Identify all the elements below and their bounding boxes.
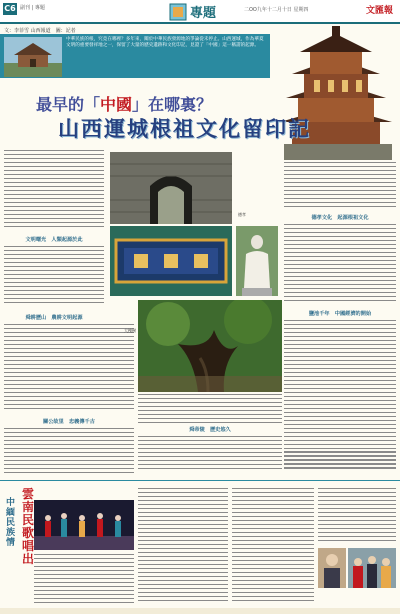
bottom-article-b: [138, 488, 228, 606]
subhead-4: 關公故里 忠義傳千古: [43, 419, 95, 425]
article-col1-d: [4, 428, 134, 476]
section-label: 副刊 | 專題: [20, 5, 45, 11]
article-mid-b: [138, 436, 282, 476]
bottom-title-blue: 中緬民族情: [6, 498, 16, 548]
tree-caption: 大槐樹: [124, 328, 136, 333]
article-col1-a: [4, 150, 104, 230]
performance-photo: [34, 500, 134, 550]
bottom-title-red: 雲南民歌唱出: [22, 487, 35, 566]
subhead-2: 德孝文化 起源根祖文化: [311, 215, 369, 221]
subhead-3: 舜耕歷山 農耕文明起源: [25, 315, 83, 321]
brand-logo: 文匯報: [366, 6, 394, 16]
footer-strip: [0, 608, 400, 614]
article-col1-c: [4, 324, 134, 414]
ancient-tree-photo: [138, 300, 282, 392]
article-right-b: [284, 224, 396, 306]
headline-question: 最早的「中國」在哪裏？: [36, 95, 213, 114]
statue-photo: [236, 226, 278, 296]
date: 二OO九年十二月十日 星期四: [244, 7, 309, 13]
byline: 文：李菲雪 山西報道 圖：記者: [4, 28, 76, 34]
bottom-article-d: [318, 488, 396, 544]
group-photo: [348, 548, 396, 588]
plaque-photo: [110, 226, 232, 296]
subhead-6: 舜帝陵 歷史悠久: [189, 427, 231, 433]
masthead-text: 專題: [190, 6, 217, 21]
temple-photo: [4, 37, 62, 77]
article-right-a: [284, 162, 396, 210]
portrait-photo: [318, 548, 346, 588]
section-divider: [0, 480, 400, 481]
city-gate-photo: [110, 152, 232, 224]
section-code: C6: [4, 4, 16, 13]
masthead: [168, 1, 236, 23]
subhead-5: 鹽池千年 中國經濟的開始: [308, 311, 372, 317]
bottom-article-c: [232, 488, 314, 606]
subhead-1: 文明曙光 人類起源於此: [25, 237, 83, 243]
headline-main: 山西運城根祖文化留印記: [58, 116, 311, 141]
seal-caption: 德孝: [238, 212, 246, 217]
intro-text: 中華民族的根，究竟在哪裡？多年來，關於中華民族發源地的爭論從未停止。山西運城，作為華夏文明的重要發祥地之一，保留了大量的歷史遺跡和文化印記，見證了「中國」這一稱謂的起源。: [66, 37, 264, 49]
bottom-article-a: [34, 554, 134, 606]
article-right-c: [284, 320, 396, 476]
article-col1-b: [4, 246, 104, 308]
